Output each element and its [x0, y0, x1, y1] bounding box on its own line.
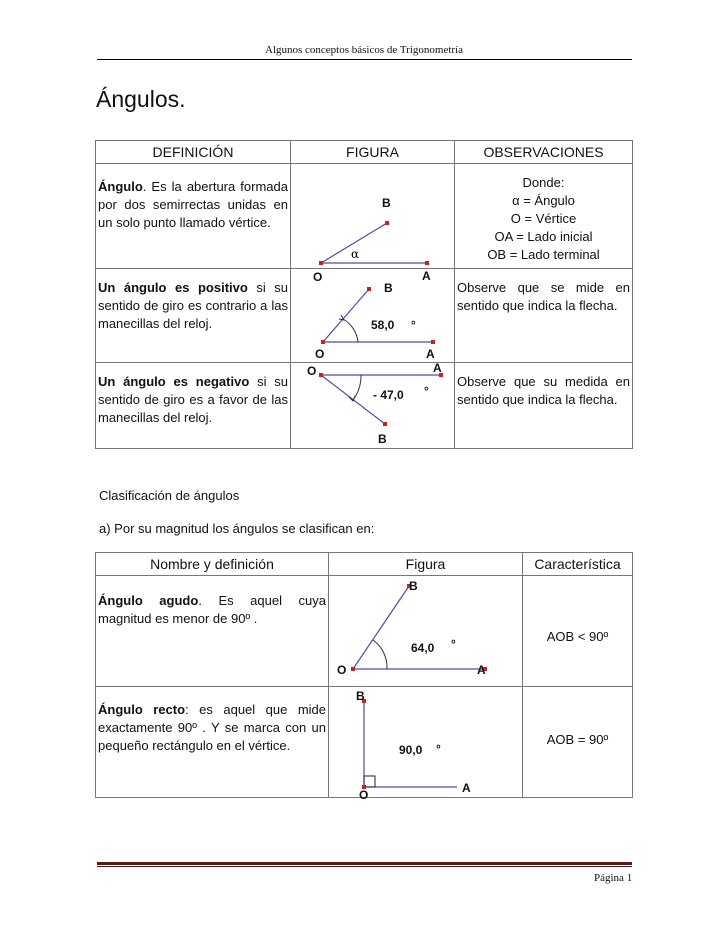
- definition-cell: [96, 269, 291, 363]
- point-b: [367, 287, 371, 291]
- label-o: O: [307, 364, 317, 378]
- table-header-row: [96, 141, 633, 164]
- term: Un ángulo es positivo: [98, 280, 248, 295]
- point-a: [425, 261, 429, 265]
- degree-symbol: °: [436, 742, 441, 756]
- point-a: [431, 340, 435, 344]
- label-o: O: [315, 347, 325, 361]
- term: Ángulo: [98, 179, 143, 194]
- col-header-characteristic: Característica: [523, 553, 633, 576]
- obs-line: O = Vértice: [510, 211, 577, 226]
- observations-cell: [455, 164, 633, 269]
- vertex-point: [351, 667, 355, 671]
- term: Ángulo recto: [98, 702, 186, 717]
- vertex-point: [319, 261, 323, 265]
- label-b: B: [378, 432, 387, 446]
- label-b: B: [382, 196, 391, 210]
- observations-cell: Observe que se mide en sentido que indica la flecha.: [455, 269, 633, 363]
- definition-text: si su sentido de giro es contrario a las manecillas del reloj.: [98, 280, 288, 331]
- label-a: A: [426, 347, 435, 361]
- point-b: [383, 422, 387, 426]
- term: Un ángulo es negativo: [98, 374, 250, 389]
- page-title: Ángulos.: [96, 86, 186, 112]
- definition-text: : es aquel que mide exactamente 90º . Y se marca con un pequeño rectángulo en el vértice.: [98, 702, 326, 753]
- angle-measure: 64,0: [411, 641, 435, 655]
- degree-symbol: °: [424, 384, 429, 398]
- classification-table: [95, 552, 633, 802]
- table-row: [96, 269, 633, 363]
- section-item-a: a) Por su magnitud los ángulos se clasifican en:: [99, 521, 375, 536]
- observations-cell: Observe que su medida en sentido que indica la flecha.: [455, 363, 633, 449]
- obs-line: Donde:: [522, 175, 565, 190]
- label-o: O: [313, 270, 323, 284]
- label-o: O: [337, 663, 347, 677]
- definition-cell: [96, 363, 291, 449]
- table-row: [96, 363, 633, 449]
- col-header-definition: DEFINICIÓN: [96, 141, 291, 164]
- figure-cell: [291, 363, 455, 449]
- vertex-point: [319, 373, 323, 377]
- label-b: B: [384, 281, 393, 295]
- label-a: A: [462, 781, 471, 795]
- running-header: Algunos conceptos básicos de Trigonometría: [265, 44, 463, 56]
- table-row: [96, 576, 633, 687]
- col-header-figure: FIGURA: [291, 141, 455, 164]
- label-b: B: [356, 689, 365, 703]
- obs-line: OA = Lado inicial: [494, 229, 593, 244]
- col-header-name: Nombre y definición: [96, 553, 329, 576]
- angle-measure: 90,0: [399, 743, 423, 757]
- definition-cell: [96, 576, 329, 687]
- definition-text: si su sentido de giro es a favor de las manecillas del reloj.: [98, 374, 288, 425]
- characteristic-cell: AOB < 90º: [523, 576, 633, 687]
- label-a: A: [433, 361, 442, 375]
- definition-cell: [96, 687, 329, 798]
- figure-cell: [291, 164, 455, 284]
- table-row: [96, 164, 633, 269]
- label-a: A: [422, 269, 431, 283]
- negative-angle-figure: [291, 363, 455, 448]
- degree-symbol: °: [411, 318, 416, 332]
- characteristic-cell: AOB = 90º: [523, 687, 633, 798]
- section-heading: Clasificación de ángulos: [99, 488, 240, 503]
- label-a: A: [477, 663, 486, 677]
- figure-cell: [329, 687, 523, 802]
- table-row: [96, 687, 633, 798]
- header-divider: [97, 59, 632, 60]
- label-o: O: [359, 788, 369, 802]
- obs-line: α = Ángulo: [512, 193, 575, 208]
- term: Ángulo agudo: [98, 593, 199, 608]
- footer-divider: [97, 862, 632, 865]
- angle-measure: 58,0: [371, 318, 395, 332]
- point-b: [385, 221, 389, 225]
- figure-cell: [329, 576, 523, 687]
- page-number: Página 1: [594, 872, 633, 884]
- obs-line: OB = Lado terminal: [487, 247, 600, 262]
- table-header-row: [96, 553, 633, 576]
- right-angle-figure: [329, 687, 523, 802]
- definition-text: . Es la abertura formada por dos semirrectas unidas en un solo punto llamado vértice.: [98, 179, 288, 230]
- definition-text: . Es aquel cuya magnitud es menor de 90º .: [98, 593, 326, 626]
- angles-table: [95, 140, 633, 449]
- definition-cell: [96, 164, 291, 269]
- angle-measure: - 47,0: [373, 388, 404, 402]
- col-header-observations: OBSERVACIONES: [455, 141, 633, 164]
- label-b: B: [409, 579, 418, 593]
- acute-angle-figure: [329, 576, 523, 686]
- degree-symbol: °: [451, 637, 456, 651]
- vertex-point: [321, 340, 325, 344]
- alpha-label: α: [351, 247, 360, 261]
- footer-divider-thin: [97, 866, 632, 867]
- col-header-figure: Figura: [329, 553, 523, 576]
- angle-figure: [291, 164, 455, 284]
